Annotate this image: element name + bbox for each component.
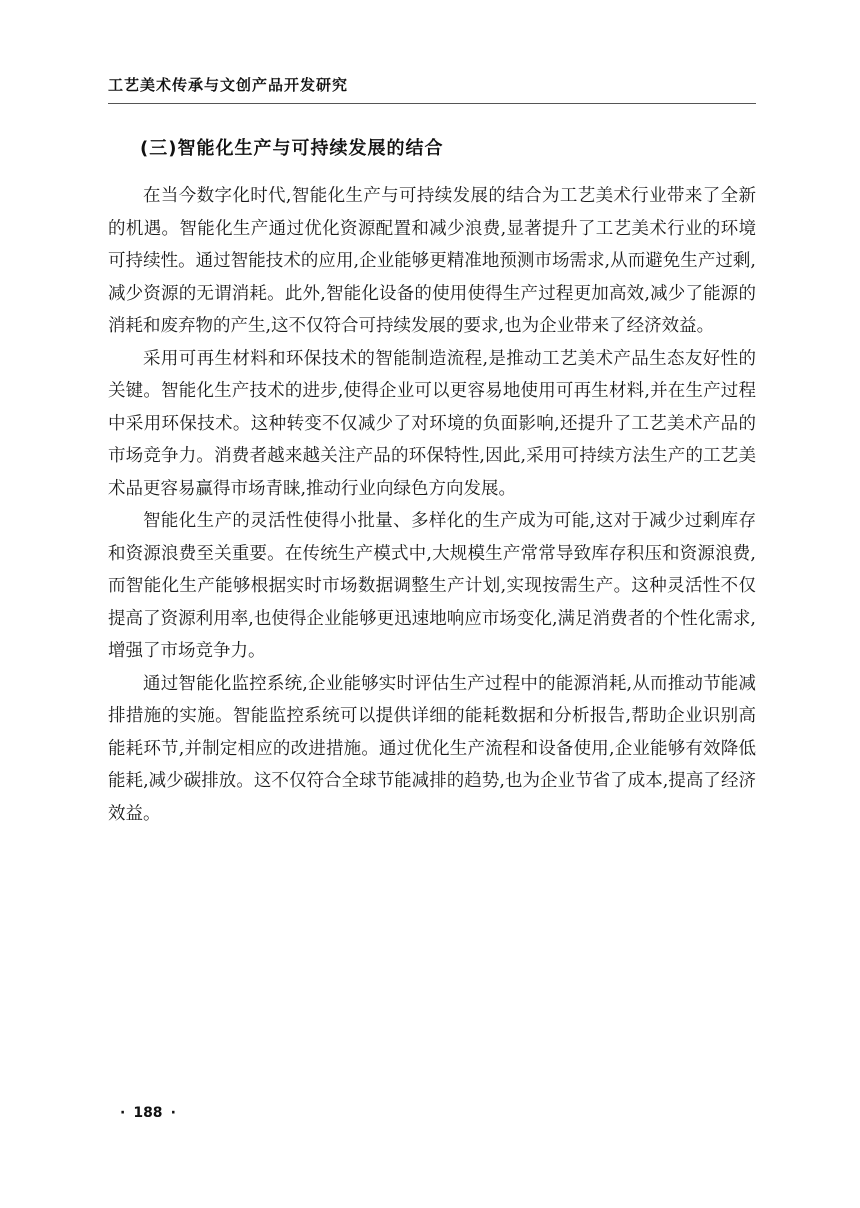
page-number-footer [112,1105,184,1121]
paragraph-3: 智能化生产的灵活性使得小批量、多样化的生产成为可能,这对于减少过剩库存和资源浪费至关重要。在传统生产模式中,大规模生产常常导致库存积压和资源浪费,而智能化生产能够根据实时市场数据调整生产计划,实现按需生产。这种灵活性不仅提高了资源利用率,也使得企业能够更迅速地响应市场变化,满足消费者的个性化需求,增强了市场竞争力。 [108,511,756,661]
running-header-title: 工艺美术传承与文创产品开发研究 [108,76,349,94]
paragraph-4: 通过智能化监控系统,企业能够实时评估生产过程中的能源消耗,从而推动节能减排措施的实施。智能监控系统可以提供详细的能耗数据和分析报告,帮助企业识别高能耗环节,并制定相应的改进措施。通过优化生产流程和设备使用,企业能够有效降低能耗,减少碳排放。这不仅符合全球节能减排的趋势,也为企业节省了成本,提高了经济效益。 [108,673,756,824]
header-rule [108,103,756,104]
page-number-bullet-left: · [120,1105,126,1121]
page-number-bullet-right: · [170,1105,176,1121]
page-number: 188 [133,1105,163,1121]
paragraph-2: 采用可再生材料和环保技术的智能制造流程,是推动工艺美术产品生态友好性的关键。智能化生产技术的进步,使得企业可以更容易地使用可再生材料,并在生产过程中采用环保技术。这种转变不仅减少了对环境的负面影响,还提升了工艺美术产品的市场竞争力。消费者越来越关注产品的环保特性,因此,采用可持续方法生产的工艺美术品更容易赢得市场青睐,推动行业向绿色方向发展。 [108,348,756,499]
body-text [108,180,756,830]
section-heading: (三)智能化生产与可持续发展的结合 [140,138,444,159]
paragraph-1: 在当今数字化时代,智能化生产与可持续发展的结合为工艺美术行业带来了全新的机遇。智能化生产通过优化资源配置和减少浪费,显著提升了工艺美术行业的环境可持续性。通过智能技术的应用,企业能够更精准地预测市场需求,从而避免生产过剩,减少资源的无谓消耗。此外,智能化设备的使用使得生产过程更加高效,减少了能源的消耗和废弃物的产生,这不仅符合可持续发展的要求,也为企业带来了经济效益。 [108,186,756,336]
